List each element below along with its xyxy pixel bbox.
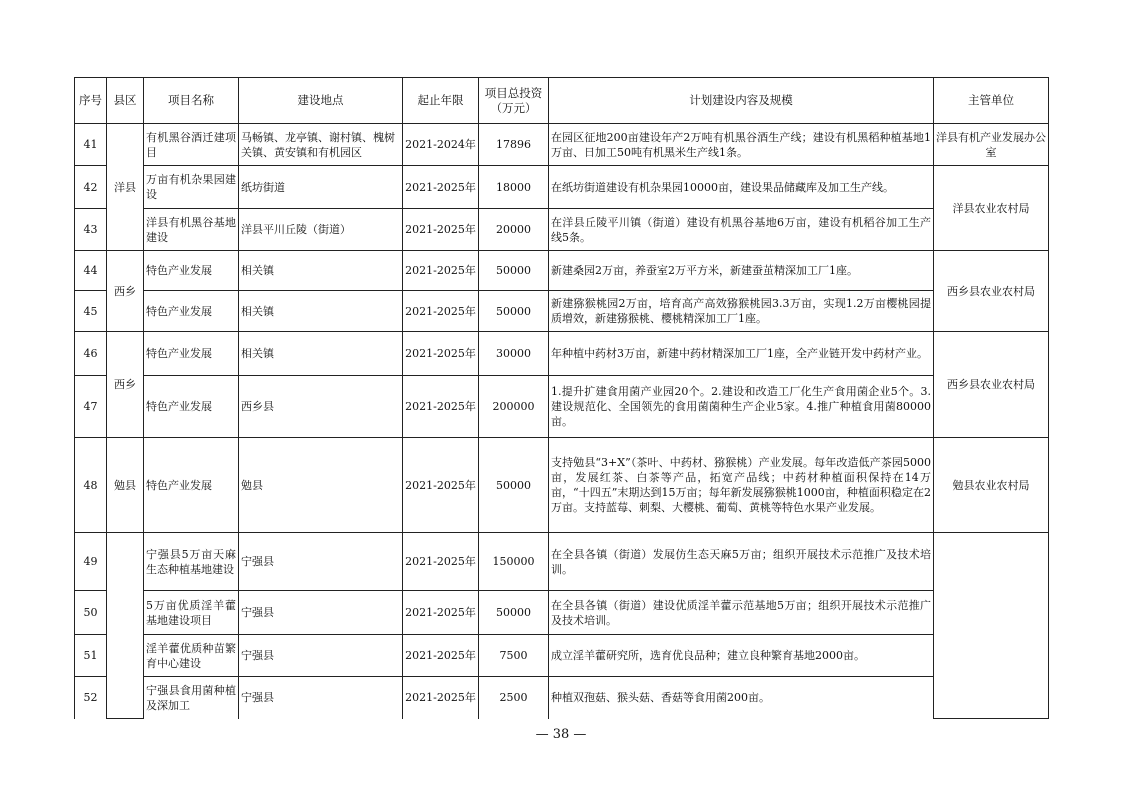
table-row <box>75 677 1049 719</box>
project-location: 宁强县 <box>239 635 403 677</box>
project-content: 在洋县丘陵平川镇（街道）建设有机黑谷基地6万亩，建设有机稻谷加工生产线5条。 <box>549 209 934 251</box>
table-row <box>75 291 1049 332</box>
project-investment: 20000 <box>479 209 549 251</box>
header-unit: 主管单位 <box>934 78 1049 124</box>
table-row <box>75 376 1049 438</box>
page-number: — 38 — <box>535 727 587 742</box>
project-name: 5万亩优质淫羊藿基地建设项目 <box>144 591 239 635</box>
project-content: 年种植中药材3万亩，新建中药材精深加工厂1座，全产业链开发中药材产业。 <box>549 332 934 376</box>
project-name: 宁强县食用菌种植及深加工 <box>144 677 239 719</box>
project-content: 新建猕猴桃园2万亩，培育高产高效猕猴桃园3.3万亩，实现1.2万亩樱桃园提质增效，新建猕猴桃、樱桃精深加工厂1座。 <box>549 291 934 332</box>
project-period: 2021-2025年 <box>403 533 479 591</box>
row-no: 50 <box>75 591 107 635</box>
header-investment: 项目总投资（万元） <box>479 78 549 124</box>
row-no: 41 <box>75 124 107 166</box>
unit-cell: 西乡县农业农村局 <box>934 251 1049 332</box>
row-no: 46 <box>75 332 107 376</box>
row-no: 48 <box>75 438 107 533</box>
project-name: 特色产业发展 <box>144 332 239 376</box>
unit-cell: 洋县农业农村局 <box>934 166 1049 251</box>
project-content: 种植双孢菇、猴头菇、香菇等食用菌200亩。 <box>549 677 934 719</box>
project-name: 特色产业发展 <box>144 291 239 332</box>
header-location: 建设地点 <box>239 78 403 124</box>
row-no: 49 <box>75 533 107 591</box>
project-location: 相关镇 <box>239 332 403 376</box>
project-investment: 18000 <box>479 166 549 209</box>
project-period: 2021-2025年 <box>403 376 479 438</box>
project-content: 在全县各镇（街道）发展仿生态天麻5万亩；组织开展技术示范推广及技术培训。 <box>549 533 934 591</box>
row-no: 52 <box>75 677 107 719</box>
project-name: 特色产业发展 <box>144 376 239 438</box>
project-location: 洋县平川丘陵（街道） <box>239 209 403 251</box>
header-row <box>75 78 1049 124</box>
project-period: 2021-2025年 <box>403 677 479 719</box>
county-cell: 洋县 <box>107 124 144 251</box>
project-location: 纸坊街道 <box>239 166 403 209</box>
project-name: 特色产业发展 <box>144 438 239 533</box>
project-period: 2021-2024年 <box>403 124 479 166</box>
project-period: 2021-2025年 <box>403 332 479 376</box>
project-location: 马畅镇、龙亭镇、谢村镇、槐树关镇、黄安镇和有机园区 <box>239 124 403 166</box>
project-location: 宁强县 <box>239 533 403 591</box>
unit-cell: 勉县农业农村局 <box>934 438 1049 533</box>
unit-cell-empty <box>934 533 1049 719</box>
project-location: 宁强县 <box>239 591 403 635</box>
county-cell: 西乡 <box>107 332 144 438</box>
row-no: 47 <box>75 376 107 438</box>
project-period: 2021-2025年 <box>403 166 479 209</box>
project-content: 支持勉县“3+X”（茶叶、中药材、猕猴桃）产业发展。每年改造低产茶园5000亩，发展红茶、白茶等产品，拓宽产品线；中药材种植面积保持在14万亩，“十四五”末期达到15万亩；每年新发展猕猴桃1000亩，种植面积稳定在2万亩。支持蓝莓、刺梨、大樱桃、葡萄、黄桃等特色水果产业发展。 <box>549 438 934 533</box>
project-investment: 30000 <box>479 332 549 376</box>
project-period: 2021-2025年 <box>403 209 479 251</box>
unit-cell: 洋县有机产业发展办公室 <box>934 124 1049 166</box>
project-content: 成立淫羊藿研究所，选育优良品种；建立良种繁育基地2000亩。 <box>549 635 934 677</box>
county-cell: 西乡 <box>107 251 144 332</box>
project-location: 西乡县 <box>239 376 403 438</box>
project-name: 特色产业发展 <box>144 251 239 291</box>
project-name: 宁强县5万亩天麻生态种植基地建设 <box>144 533 239 591</box>
row-no: 42 <box>75 166 107 209</box>
project-location: 勉县 <box>239 438 403 533</box>
header-content: 计划建设内容及规模 <box>549 78 934 124</box>
project-name: 万亩有机杂果园建设 <box>144 166 239 209</box>
project-period: 2021-2025年 <box>403 438 479 533</box>
project-period: 2021-2025年 <box>403 591 479 635</box>
header-county: 县区 <box>107 78 144 124</box>
unit-cell: 西乡县农业农村局 <box>934 332 1049 438</box>
table-row <box>75 635 1049 677</box>
project-content: 1.提升扩建食用菌产业园20个。2.建设和改造工厂化生产食用菌企业5个。3.建设规范化、全国领先的食用菌菌种生产企业5家。4.推广种植食用菌80000亩。 <box>549 376 934 438</box>
project-table <box>74 77 1049 719</box>
project-period: 2021-2025年 <box>403 635 479 677</box>
table-row <box>75 438 1049 533</box>
county-cell: 勉县 <box>107 438 144 533</box>
project-content: 在全县各镇（街道）建设优质淫羊藿示范基地5万亩；组织开展技术示范推广及技术培训。 <box>549 591 934 635</box>
project-investment: 2500 <box>479 677 549 719</box>
table-row <box>75 209 1049 251</box>
header-period: 起止年限 <box>403 78 479 124</box>
project-investment: 50000 <box>479 291 549 332</box>
project-name: 有机黑谷酒迁建项目 <box>144 124 239 166</box>
row-no: 51 <box>75 635 107 677</box>
project-period: 2021-2025年 <box>403 251 479 291</box>
project-location: 相关镇 <box>239 291 403 332</box>
project-investment: 50000 <box>479 591 549 635</box>
project-investment: 50000 <box>479 438 549 533</box>
project-location: 宁强县 <box>239 677 403 719</box>
project-investment: 50000 <box>479 251 549 291</box>
project-name: 洋县有机黑谷基地建设 <box>144 209 239 251</box>
project-period: 2021-2025年 <box>403 291 479 332</box>
row-no: 44 <box>75 251 107 291</box>
county-cell-empty <box>107 533 144 719</box>
header-no: 序号 <box>75 78 107 124</box>
table-row <box>75 533 1049 591</box>
row-no: 43 <box>75 209 107 251</box>
row-no: 45 <box>75 291 107 332</box>
table-row <box>75 166 1049 209</box>
project-location: 相关镇 <box>239 251 403 291</box>
table-row <box>75 124 1049 166</box>
table-row <box>75 251 1049 291</box>
project-investment: 200000 <box>479 376 549 438</box>
project-investment: 150000 <box>479 533 549 591</box>
project-content: 新建桑园2万亩，养蚕室2万平方米，新建蚕茧精深加工厂1座。 <box>549 251 934 291</box>
project-name: 淫羊藿优质种苗繁育中心建设 <box>144 635 239 677</box>
project-investment: 17896 <box>479 124 549 166</box>
project-investment: 7500 <box>479 635 549 677</box>
table-row <box>75 332 1049 376</box>
project-content: 在园区征地200亩建设年产2万吨有机黑谷酒生产线；建设有机黑稻种植基地1万亩、日加工50吨有机黑米生产线1条。 <box>549 124 934 166</box>
project-content: 在纸坊街道建设有机杂果园10000亩，建设果品储藏库及加工生产线。 <box>549 166 934 209</box>
header-name: 项目名称 <box>144 78 239 124</box>
table-row <box>75 591 1049 635</box>
